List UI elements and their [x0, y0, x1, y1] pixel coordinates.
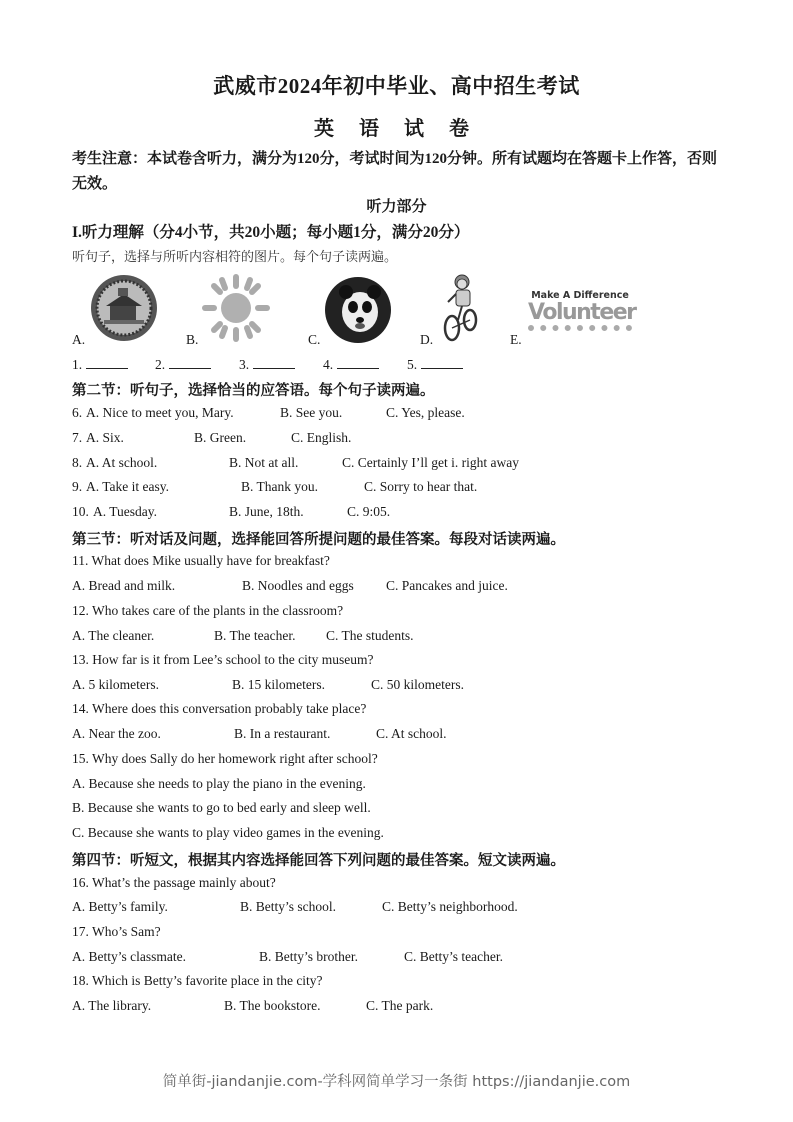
exam-subtitle: 英 语 试 卷 [314, 118, 479, 140]
q6-option-b[interactable]: B. See you. [280, 405, 343, 420]
picture-label-e: E. [510, 332, 522, 347]
q10-option-a[interactable]: A. Tuesday. [93, 504, 158, 519]
q7-option-b[interactable]: B. Green. [194, 430, 247, 445]
q12-option-c[interactable]: C. The students. [326, 628, 414, 643]
q13-option-a[interactable]: A. 5 kilometers. [72, 677, 159, 692]
picture-label-d: D. [420, 332, 434, 347]
q13-option-c[interactable]: C. 50 kilometers. [371, 677, 464, 692]
decorative-plate-icon [90, 274, 158, 342]
exam-notice: 考生注意：本试卷含听力，满分为120分，考试时间为120分钟。所有试题均在答题卡上作答，否则无效。 [72, 151, 718, 192]
picture-label-c: C. [308, 332, 321, 347]
q7-option-c[interactable]: C. English. [291, 430, 352, 445]
blank-label: 4. [323, 357, 334, 372]
q17-option-c[interactable]: C. Betty’s teacher. [404, 949, 503, 964]
section3-title: 第三节：听对话及问题，选择能回答所提问题的最佳答案。每段对话读两遍。 [72, 532, 565, 548]
section4-title: 第四节：听短文，根据其内容选择能回答下列问题的最佳答案。短文读两遍。 [72, 853, 565, 869]
q8-option-c[interactable]: C. Certainly I’ll get i. right away [342, 455, 519, 470]
q9-option-c[interactable]: C. Sorry to hear that. [364, 479, 478, 494]
volunteer-logo-caption: Make A Difference [531, 290, 629, 301]
blank-3[interactable] [239, 356, 295, 373]
q14-option-c[interactable]: C. At school. [376, 726, 447, 741]
q10-option-b[interactable]: B. June, 18th. [229, 504, 304, 519]
exam-title: 武威市2024年初中毕业、高中招生考试 [213, 74, 580, 98]
q7-number: 7. [72, 430, 83, 445]
q14-text: 14. Where does this conversation probably take place? [72, 701, 367, 716]
q16-text: 16. What’s the passage mainly about? [72, 875, 276, 890]
sun-icon [202, 274, 270, 342]
q16-option-b[interactable]: B. Betty’s school. [240, 899, 337, 914]
blank-1[interactable] [72, 356, 128, 373]
q15-option-a[interactable]: A. Because she needs to play the piano in the evening. [72, 776, 366, 791]
blank-label: 2. [155, 357, 166, 372]
q6-option-c[interactable]: C. Yes, please. [386, 405, 465, 420]
q15-text: 15. Why does Sally do her homework right after school? [72, 751, 378, 766]
q15-option-c[interactable]: C. Because she wants to play video games in the evening. [72, 825, 384, 840]
q17-option-b[interactable]: B. Betty’s brother. [259, 949, 358, 964]
q18-option-b[interactable]: B. The bookstore. [224, 998, 321, 1013]
picture-label-a: A. [72, 332, 86, 347]
q11-option-a[interactable]: A. Bread and milk. [72, 578, 176, 593]
section2-title: 第二节：听句子，选择恰当的应答语。每个句子读两遍。 [72, 383, 435, 399]
blank-label: 5. [407, 357, 418, 372]
q9-option-b[interactable]: B. Thank you. [241, 479, 318, 494]
q12-option-a[interactable]: A. The cleaner. [72, 628, 155, 643]
q9-option-a[interactable]: A. Take it easy. [86, 479, 170, 494]
q8-option-b[interactable]: B. Not at all. [229, 455, 299, 470]
q6-number: 6. [72, 405, 83, 420]
q10-number: 10. [72, 504, 89, 519]
q18-text: 18. Which is Betty’s favorite place in the city? [72, 973, 323, 988]
blank-label: 3. [239, 357, 250, 372]
q8-option-a[interactable]: A. At school. [86, 455, 158, 470]
blank-label: 1. [72, 357, 83, 372]
q17-text: 17. Who’s Sam? [72, 924, 161, 939]
q17-option-a[interactable]: A. Betty’s classmate. [72, 949, 186, 964]
q12-text: 12. Who takes care of the plants in the classroom? [72, 603, 344, 618]
blank-5[interactable] [407, 356, 463, 373]
q10-option-c[interactable]: C. 9:05. [347, 504, 391, 519]
volunteer-logo-icon [528, 290, 636, 331]
volunteer-logo-word: Volunteer [528, 301, 632, 331]
q16-option-a[interactable]: A. Betty’s family. [72, 899, 168, 914]
section1-title: I.听力理解（分4小节，共20小题；每小题1分，满分20分） [72, 224, 470, 241]
blank-2[interactable] [155, 356, 211, 373]
q11-option-b[interactable]: B. Noodles and eggs [242, 578, 354, 593]
picture-label-b: B. [186, 332, 199, 347]
q13-option-b[interactable]: B. 15 kilometers. [232, 677, 325, 692]
girl-cycling-icon [440, 272, 482, 342]
q14-option-b[interactable]: B. In a restaurant. [234, 726, 331, 741]
blank-4[interactable] [323, 356, 379, 373]
q8-number: 8. [72, 455, 83, 470]
q11-text: 11. What does Mike usually have for breakfast? [72, 553, 330, 568]
q12-option-b[interactable]: B. The teacher. [214, 628, 296, 643]
q11-option-c[interactable]: C. Pancakes and juice. [386, 578, 508, 593]
listening-part-title: 听力部分 [366, 199, 427, 215]
q7-option-a[interactable]: A. Six. [86, 430, 124, 445]
q18-option-c[interactable]: C. The park. [366, 998, 434, 1013]
q15-option-b[interactable]: B. Because she wants to go to bed early and sleep well. [72, 800, 371, 815]
footer-watermark: 简单街-jiandanjie.com-学科网简单学习一条街 https://jiandanjie.com [162, 1074, 631, 1090]
q13-text: 13. How far is it from Lee’s school to the city museum? [72, 652, 374, 667]
q14-option-a[interactable]: A. Near the zoo. [72, 726, 161, 741]
q6-option-a[interactable]: A. Nice to meet you, Mary. [86, 405, 234, 420]
q16-option-c[interactable]: C. Betty’s neighborhood. [382, 899, 518, 914]
section1-instruction: 听句子，选择与所听内容相符的图片。每个句子读两遍。 [72, 249, 398, 264]
q9-number: 9. [72, 479, 83, 494]
q18-option-a[interactable]: A. The library. [72, 998, 152, 1013]
panda-icon [324, 276, 392, 344]
